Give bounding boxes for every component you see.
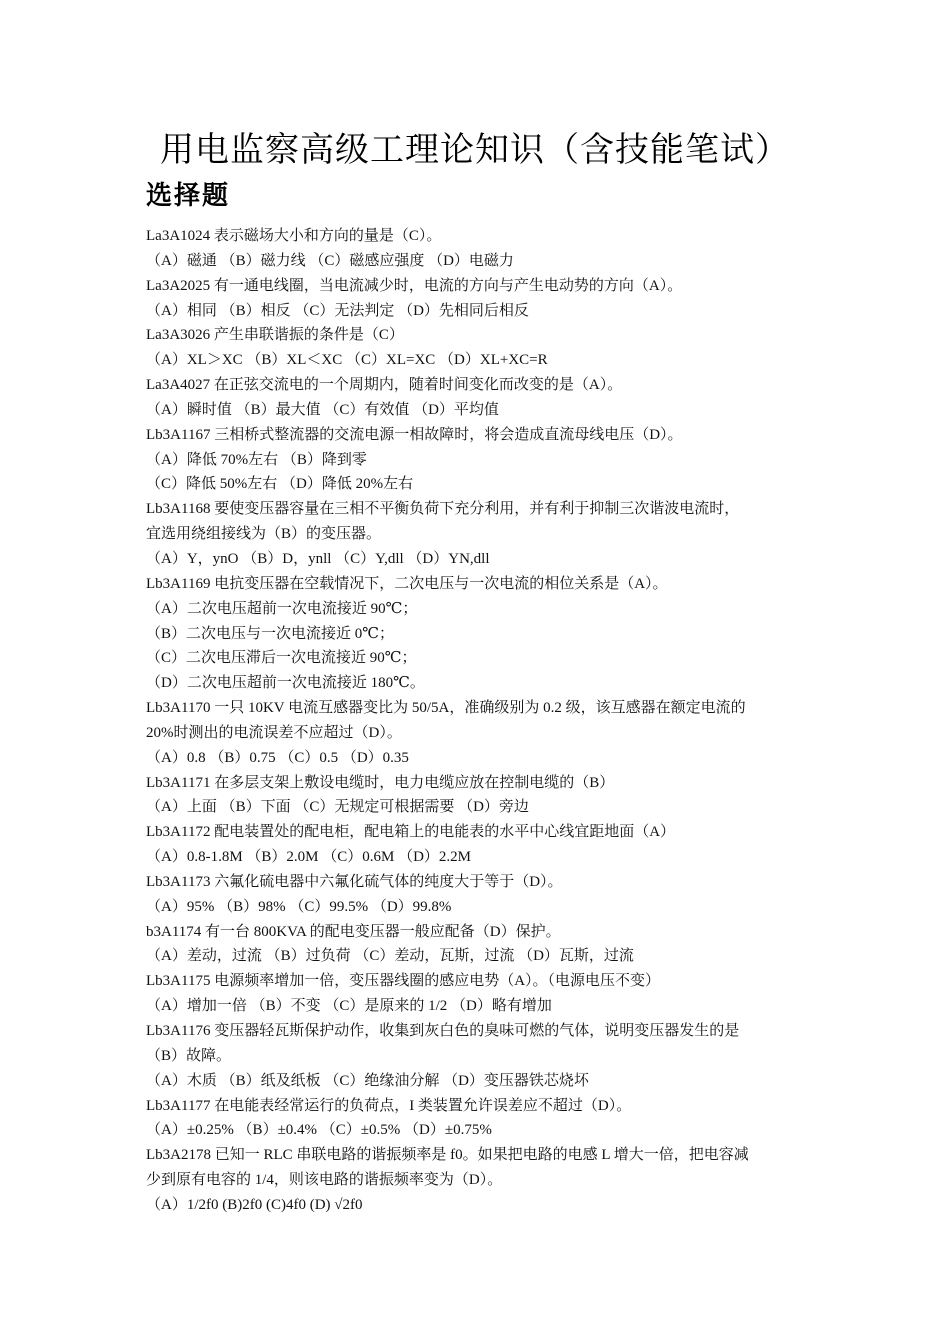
answer-options: （A）木质 （B）纸及纸板 （C）绝缘油分解 （D）变压器铁芯烧坏 — [146, 1072, 589, 1089]
answer-options: （A）Y，ynO （B）D，ynll （C）Y,dll （D）YN,dll — [146, 550, 490, 567]
question-list — [146, 224, 818, 1218]
question-text: Lb3A1175 电源频率增加一倍，变压器线圈的感应电势（A）。（电源电压不变） — [146, 973, 661, 990]
answer-options: （A）降低 70%左右 （B）降到零 — [146, 451, 367, 468]
question-text: Lb3A1177 在电能表经常运行的负荷点，I 类装置允许误差应不超过（D）。 — [146, 1097, 632, 1114]
answer-options: （A）XL＞XC （B）XL＜XC （C）XL=XC （D）XL+XC=R — [146, 352, 548, 369]
question-text: Lb3A1167 三相桥式整流器的交流电源一相故障时，将会造成直流母线电压（D）。 — [146, 426, 683, 443]
answer-options: （A）±0.25% （B）±0.4% （C）±0.5% （D）±0.75% — [146, 1122, 492, 1139]
answer-options: （A）95% （B）98% （C）99.5% （D）99.8% — [146, 898, 452, 915]
answer-option: （B）二次电压与一次电流接近 0℃； — [146, 625, 395, 642]
question-text: La3A2025 有一通电线圈，当电流减少时，电流的方向与产生电动势的方向（A）。 — [146, 277, 683, 294]
answer-option: （C）二次电压滞后一次电流接近 90℃； — [146, 650, 417, 667]
question-text: Lb3A1169 电抗变压器在空载情况下，二次电压与一次电流的相位关系是（A）。 — [146, 575, 668, 592]
question-text: Lb3A1170 一只 10KV 电流互感器变比为 50/5A，准确级别为 0.2 级，该互感器在额定电流的 — [146, 700, 746, 717]
question-text: Lb3A1172 配电装置处的配电柜，配电箱上的电能表的水平中心线宜距地面（A） — [146, 824, 676, 841]
question-text-continued: 少到原有电容的 1/4，则该电路的谐振频率变为（D）。 — [146, 1172, 503, 1189]
question-text: Lb3A1171 在多层支架上敷设电缆时，电力电缆应放在控制电缆的（B） — [146, 774, 615, 791]
answer-options: （A）0.8 （B）0.75 （C）0.5 （D）0.35 — [146, 749, 409, 766]
answer-options: （C）降低 50%左右 （D）降低 20%左右 — [146, 476, 414, 493]
question-text-continued: （B）故障。 — [146, 1047, 232, 1064]
answer-options: （A）上面 （B）下面 （C）无规定可根据需要 （D）旁边 — [146, 799, 529, 816]
answer-options: （A）差动，过流 （B）过负荷 （C）差动，瓦斯，过流 （D）瓦斯，过流 — [146, 948, 634, 965]
section-heading: 选择题 — [146, 181, 231, 211]
answer-option: （A）二次电压超前一次电流接近 90℃； — [146, 600, 418, 617]
question-text: La3A1024 表示磁场大小和方向的量是（C）。 — [146, 228, 442, 244]
question-text: Lb3A1176 变压器轻瓦斯保护动作，收集到灰白色的臭味可燃的气体，说明变压器发生的是 — [146, 1023, 740, 1039]
question-text-continued: 宜选用绕组接线为（B）的变压器。 — [146, 526, 382, 543]
answer-options: （A）瞬时值 （B）最大值 （C）有效值 （D）平均值 — [146, 401, 499, 418]
answer-options: （A）磁通 （B）磁力线 （C）磁感应强度 （D）电磁力 — [146, 252, 514, 269]
answer-options: （A）相同 （B）相反 （C）无法判定 （D）先相同后相反 — [146, 302, 529, 319]
question-text: La3A4027 在正弦交流电的一个周期内，随着时间变化而改变的是（A）。 — [146, 377, 623, 394]
question-text: Lb3A2178 已知一 RLC 串联电路的谐振频率是 f0。如果把电路的电感 L 增大一倍，把电容减 — [146, 1147, 749, 1164]
answer-options: （A）1/2f0 (B)2f0 (C)4f0 (D) √2f0 — [146, 1196, 363, 1213]
answer-option: （D）二次电压超前一次电流接近 180℃。 — [146, 675, 425, 692]
document-title: 用电监察高级工理论知识（含技能笔试） — [160, 130, 790, 170]
question-text-continued: 20%时测出的电流误差不应超过（D）。 — [146, 724, 402, 741]
question-text: Lb3A1168 要使变压器容量在三相不平衡负荷下充分利用，并有利于抑制三次谐波电流时， — [146, 501, 740, 518]
question-text: La3A3026 产生串联谐振的条件是（C） — [146, 327, 404, 344]
question-text: Lb3A1173 六氟化硫电器中六氟化硫气体的纯度大于等于（D）。 — [146, 873, 563, 890]
answer-options: （A）0.8-1.8M （B）2.0M （C）0.6M （D）2.2M — [146, 849, 472, 866]
question-text: b3A1174 有一台 800KVA 的配电变压器一般应配备（D）保护。 — [146, 923, 561, 940]
answer-options: （A）增加一倍 （B）不变 （C）是原来的 1/2 （D）略有增加 — [146, 998, 552, 1015]
